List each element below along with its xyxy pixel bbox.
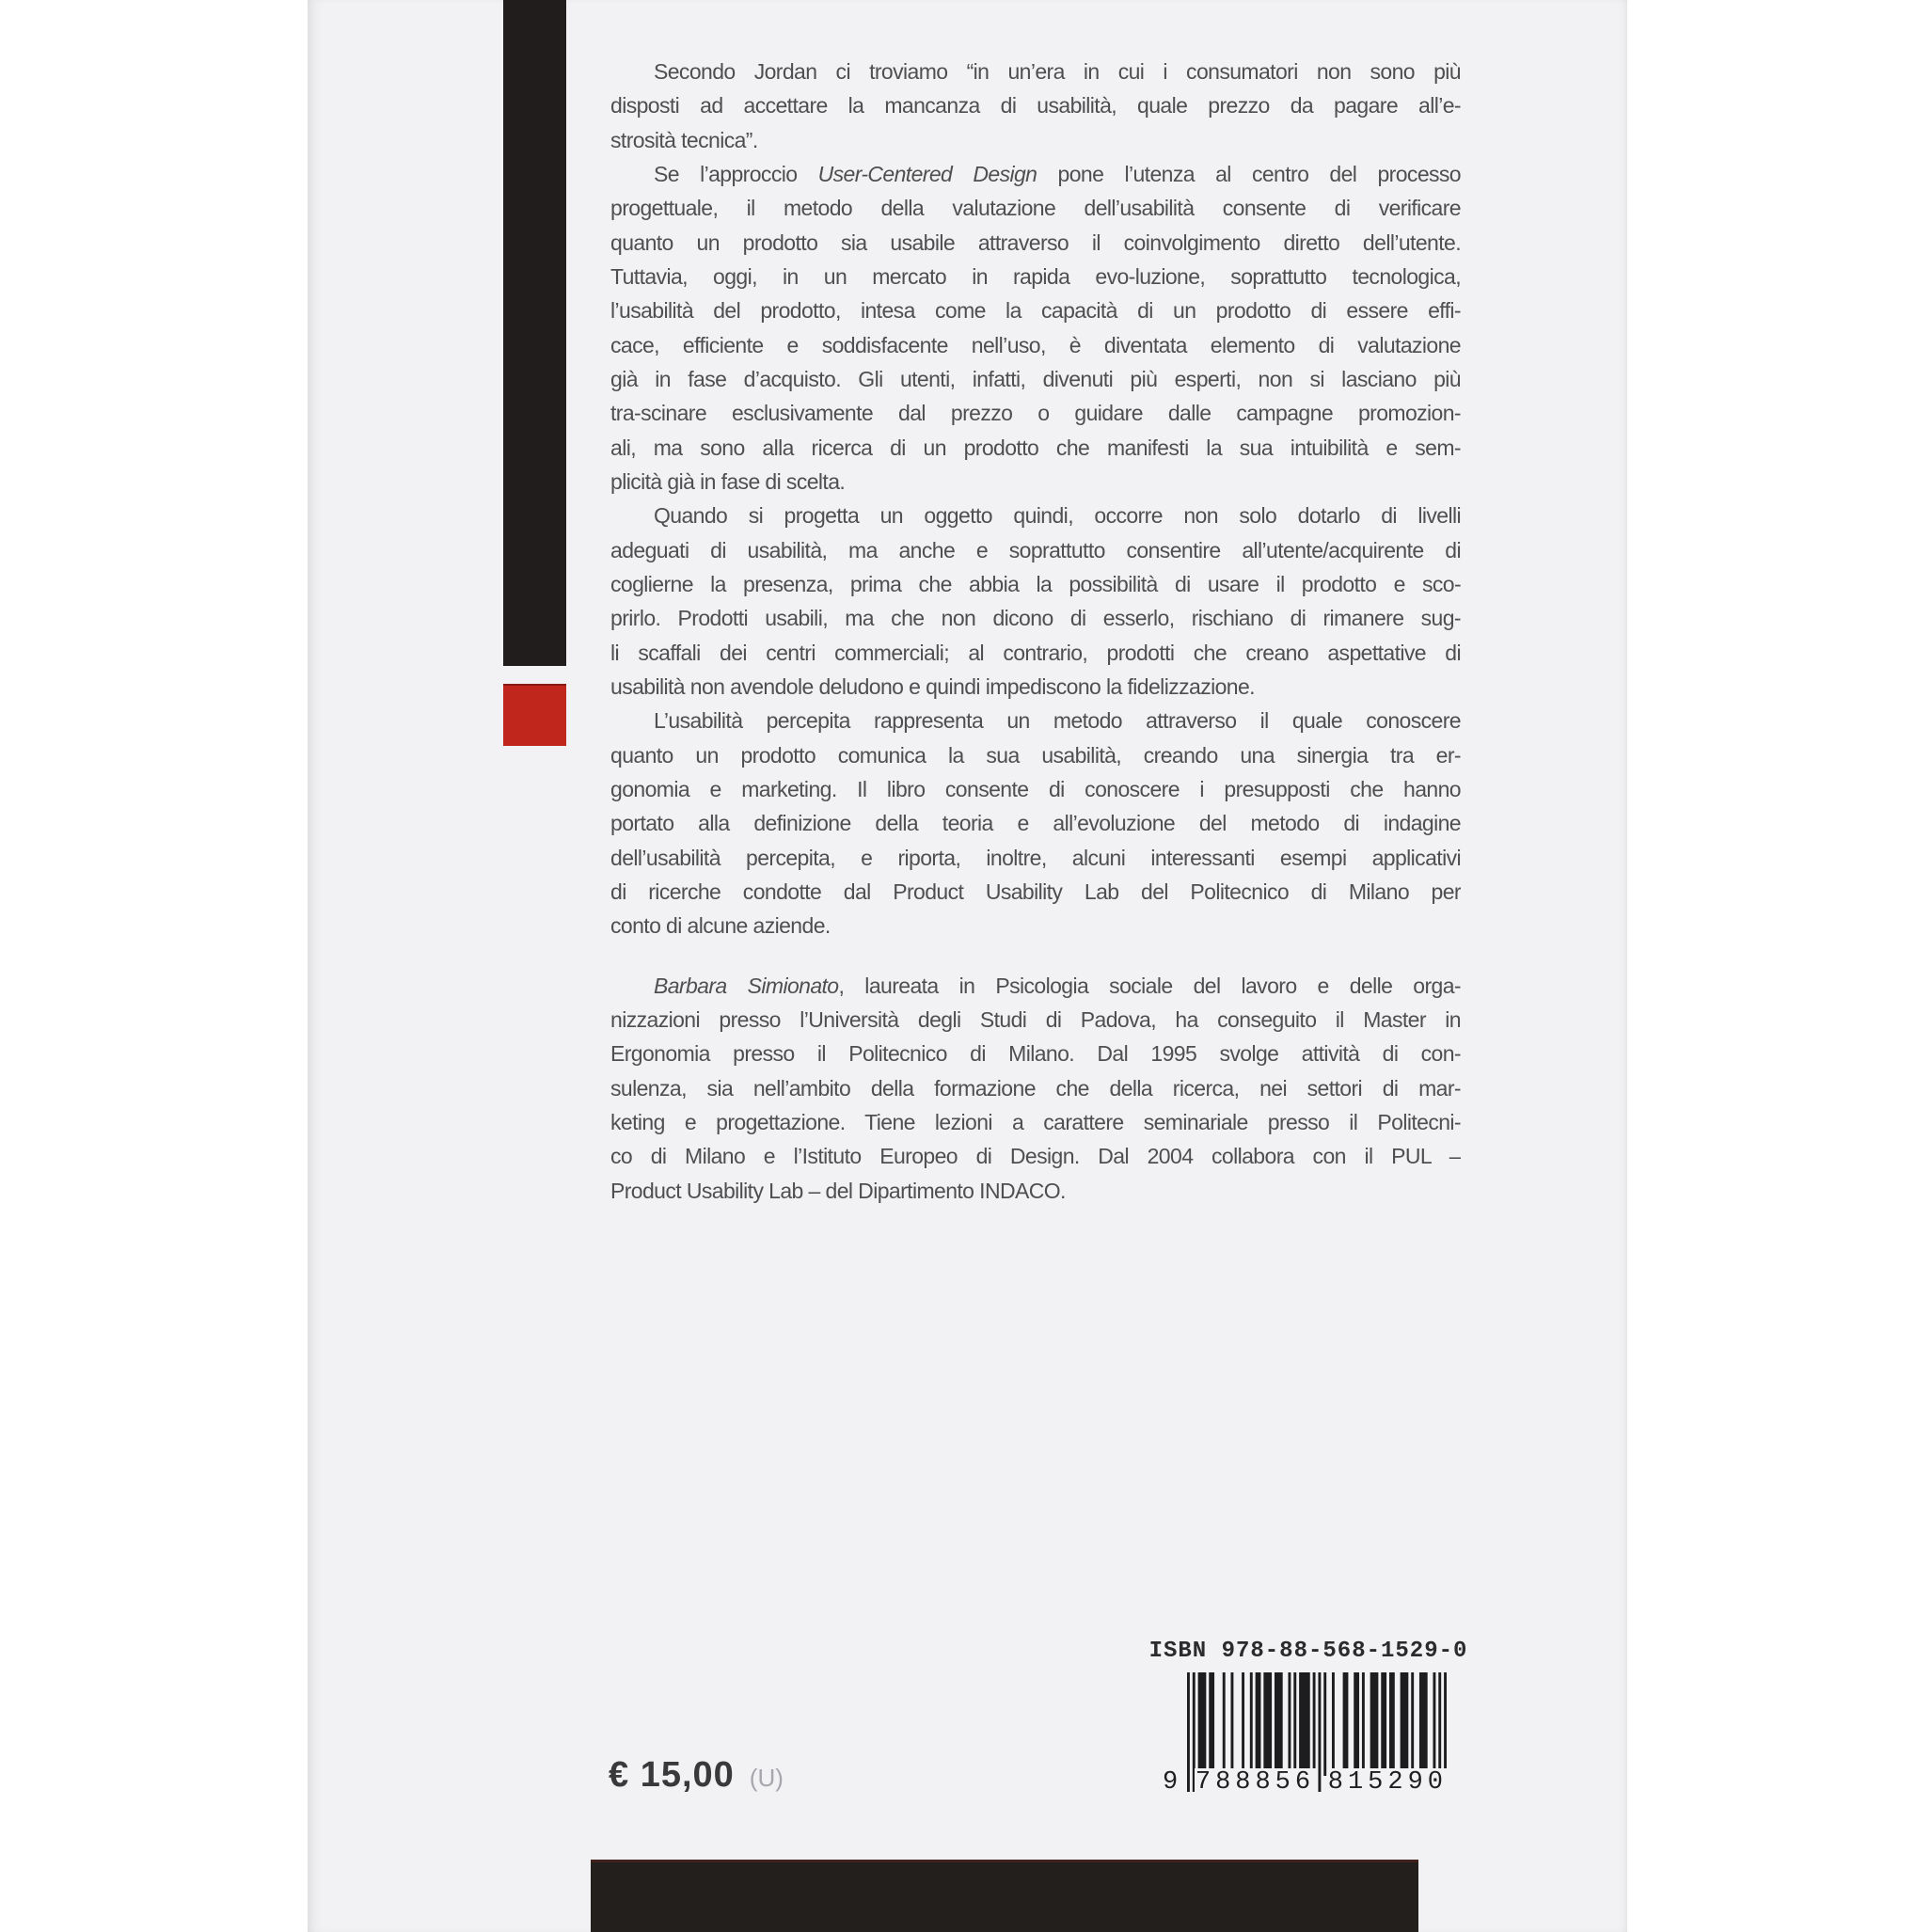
blurb-line: coglierne la presenza, prima che abbia la possibilità di usare il prodotto e sco-: [610, 571, 1461, 596]
blurb-line-text: Se l’approccio: [654, 161, 818, 186]
blurb-line: disposti ad accettare la mancanza di usabilità, quale prezzo da pagare all’e-: [610, 93, 1461, 119]
price: [609, 1755, 784, 1796]
blurb-text: [610, 55, 1461, 1208]
author-bio-line: co di Milano e l’Istituto Europeo di Design. Dal 2004 collabora con il PUL –: [610, 1144, 1461, 1169]
blurb-line: li scaffali dei centri commerciali; al contrario, prodotti che creano aspettative di: [610, 640, 1461, 665]
blurb-line: ali, ma sono alla ricerca di un prodotto che manifesti la sua intuibilità e sem-: [610, 435, 1461, 460]
blurb-line: quanto un prodotto sia usabile attraverso il coinvolgimento diretto dell’utente.: [610, 230, 1461, 255]
blurb-line: progettuale, il metodo della valutazione dell’usabilità consente di verificare: [610, 196, 1461, 221]
spine-black-bar: [503, 0, 566, 666]
author-name: Barbara Simionato: [654, 973, 839, 998]
blurb-line: l’usabilità del prodotto, intesa come la capacità di un prodotto di essere effi-: [610, 298, 1461, 324]
blurb-line: portato alla definizione della teoria e all’evoluzione del metodo di indagine: [610, 811, 1461, 836]
blurb-line: quanto un prodotto comunica la sua usabilità, creando una sinergia tra er-: [610, 742, 1461, 768]
blurb-line: cace, efficiente e soddisfacente nell’uso, è diventata elemento di valutazione: [610, 332, 1461, 357]
author-bio-text: , laureata in Psicologia sociale del lavoro e delle orga-: [838, 973, 1461, 998]
blurb-line: usabilità non avendole deludono e quindi impediscono la fidelizzazione.: [610, 673, 1255, 699]
bottom-black-bar: [591, 1860, 1418, 1932]
author-bio-line: keting e progettazione. Tiene lezioni a carattere seminariale presso il Politecni-: [610, 1109, 1461, 1134]
author-bio-line: sulenza, sia nell’ambito della formazione che della ricerca, nei settori di mar-: [610, 1075, 1461, 1101]
blurb-line: conto di alcune aziende.: [610, 913, 831, 939]
author-bio-line: Product Usability Lab – del Dipartimento INDACO.: [610, 1178, 1066, 1203]
blurb-line: Quando si progetta un oggetto quindi, occorre non solo dotarlo di livelli: [654, 503, 1461, 529]
blurb-line: L’usabilità percepita rappresenta un metodo attraverso il quale conoscere: [654, 708, 1461, 734]
author-bio-line: nizzazioni presso l’Università degli Studi di Padova, ha conseguito il Master in: [610, 1006, 1461, 1032]
blurb-line: plicità già in fase di scelta.: [610, 468, 846, 494]
blurb-line: Secondo Jordan ci troviamo “in un’era in cui i consumatori non sono più: [654, 59, 1461, 84]
blurb-line: dell’usabilità percepita, e riporta, inoltre, alcuni interessanti esempi applicativi: [610, 845, 1461, 870]
barcode-digit-group: 788856: [1195, 1768, 1316, 1797]
blurb-line: [610, 157, 1461, 191]
barcode-digit-group: 815290: [1327, 1768, 1448, 1797]
blurb-line: tra-scinare esclusivamente dal prezzo o guidare dalle campagne promozion-: [610, 401, 1461, 426]
blurb-line: Tuttavia, oggi, in un mercato in rapida evo-luzione, soprattutto tecnologica,: [610, 263, 1461, 289]
red-square-accent: [503, 684, 566, 746]
isbn-label: ISBN 978-88-568-1529-0: [1148, 1639, 1468, 1664]
blurb-line: strosità tecnica”.: [610, 127, 758, 152]
barcode-digits: [1162, 1768, 1449, 1797]
back-cover: [308, 0, 1627, 1932]
price-unit: (U): [749, 1764, 784, 1792]
author-bio-line: Ergonomia presso il Politecnico di Milano. Dal 1995 svolge attività di con-: [610, 1041, 1461, 1067]
blurb-line: di ricerche condotte dal Product Usability Lab del Politecnico di Milano per: [610, 879, 1461, 904]
price-value: € 15,00: [609, 1755, 735, 1795]
blurb-line: già in fase d’acquisto. Gli utenti, infatti, divenuti più esperti, non si lasciano più: [610, 366, 1461, 391]
blurb-line-text: pone l’utenza al centro del processo: [1037, 161, 1461, 186]
book-approach-term: User-Centered Design: [817, 161, 1037, 186]
author-bio-line: [610, 969, 1461, 1003]
barcode-digit-group: 9: [1163, 1768, 1183, 1797]
blurb-line: gonomia e marketing. Il libro consente di conoscere i presupposti che hanno: [610, 776, 1461, 801]
blurb-line: adeguati di usabilità, ma anche e soprattutto consentire all’utente/acquirente di: [610, 537, 1461, 562]
blurb-line: prirlo. Prodotti usabili, ma che non dicono di esserlo, rischiano di rimanere sug-: [610, 606, 1461, 631]
